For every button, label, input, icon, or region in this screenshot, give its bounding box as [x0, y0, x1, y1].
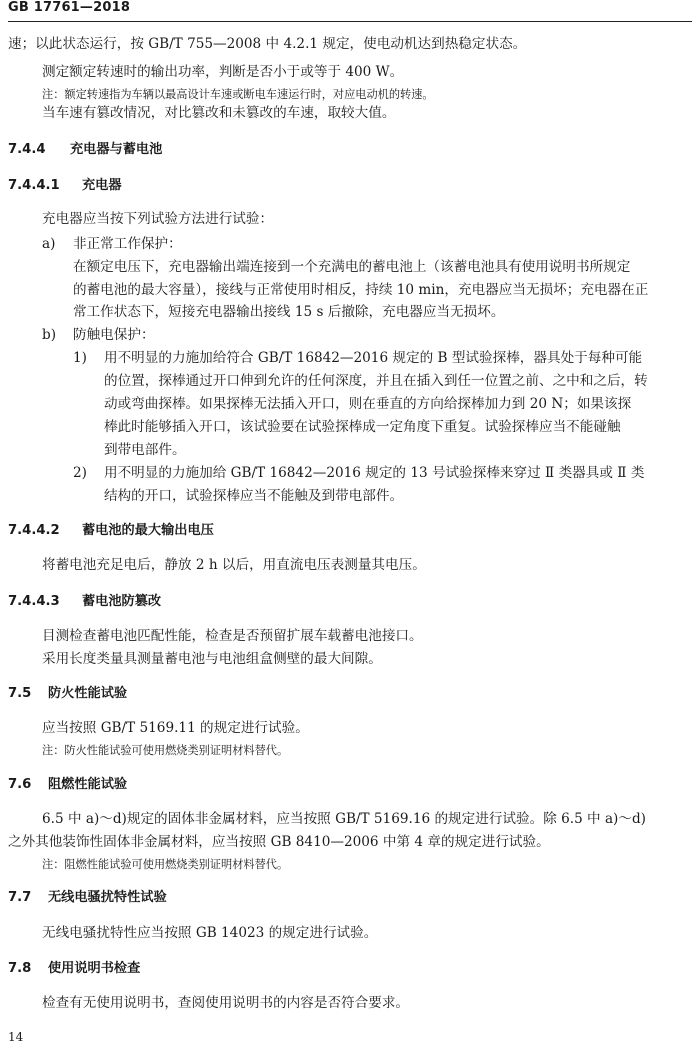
heading-title: 防火性能试验 — [48, 686, 128, 701]
heading-title: 充电器与蓄电池 — [70, 142, 163, 157]
heading-number: 7.6 — [8, 777, 32, 792]
heading-title: 充电器 — [82, 178, 122, 193]
body-line: 之外其他装饰性固体非金属材料，应当按照 GB 8410—2006 中第 4 章的规定进行试验。 — [8, 834, 550, 850]
standard-header: GB 17761—2018 — [8, 0, 131, 15]
body-line: 应当按照 GB/T 5169.11 的规定进行试验。 — [42, 720, 309, 736]
body-line: 动或弯曲探棒。如果探棒无法插入开口，则在垂直的方向给探棒加力到 20 N；如果该探 — [104, 396, 632, 412]
heading-number: 7.4.4.1 — [8, 178, 60, 193]
body-line: 到带电部件。 — [104, 442, 186, 458]
heading-number: 7.4.4.3 — [8, 594, 60, 609]
body-line: 目测检查蓄电池匹配性能，检查是否预留扩展车载蓄电池接口。 — [42, 628, 423, 644]
heading-title: 无线电骚扰特性试验 — [48, 890, 167, 905]
body-line: 棒此时能够插入开口，该试验要在试验探棒成一定角度下重复。试验探棒应当不能碰触 — [104, 419, 621, 435]
section-heading-7-6 — [8, 776, 127, 794]
note-line: 注：防火性能试验可使用燃烧类别证明材料替代。 — [42, 744, 289, 757]
heading-number: 7.4.4.2 — [8, 523, 60, 538]
list-item-a-label: a) — [42, 236, 56, 252]
heading-number: 7.5 — [8, 686, 32, 701]
section-heading-7-8 — [8, 960, 140, 978]
body-line: 速；以此状态运行，按 GB/T 755—2008 中 4.2.1 规定，使电动机达到热稳定状态。 — [8, 36, 527, 52]
section-heading-7-7 — [8, 889, 167, 907]
body-line: 结构的开口，试验探棒应当不能触及到带电部件。 — [104, 488, 404, 504]
section-heading-7-4-4 — [8, 141, 162, 159]
sublist-item-1-label: 1) — [73, 350, 87, 366]
body-line: 充电器应当按下列试验方法进行试验： — [42, 211, 274, 227]
list-item-b-label: b) — [42, 327, 57, 343]
body-line: 在额定电压下，充电器输出端连接到一个充满电的蓄电池上（该蓄电池具有使用说明书所规定 — [73, 259, 631, 275]
body-line: 的蓄电池的最大容量），接线与正常使用时相反，持续 10 min，充电器应当无损坏；充电器在正 — [73, 282, 649, 298]
body-line: 将蓄电池充足电后，静放 2 h 以后，用直流电压表测量其电压。 — [42, 557, 426, 573]
heading-number: 7.8 — [8, 961, 32, 976]
header-rule — [8, 21, 692, 22]
section-heading-7-4-4-1 — [8, 177, 122, 195]
body-line: 用不明显的力施加给 GB/T 16842—2016 规定的 13 号试验探棒来穿过 Ⅱ 类器具或 Ⅱ 类 — [104, 465, 645, 481]
body-line: 采用长度类量具测量蓄电池与电池组盒侧壁的最大间隙。 — [42, 651, 382, 667]
section-heading-7-4-4-2 — [8, 522, 214, 540]
body-line: 当车速有篡改情况，对比篡改和未篡改的车速，取较大值。 — [42, 105, 396, 121]
section-heading-7-4-4-3 — [8, 593, 161, 611]
body-line: 的位置，探棒通过开口伸到允许的任何深度，并且在插入到任一位置之前、之中和之后，转 — [104, 373, 648, 389]
section-heading-7-5 — [8, 685, 127, 703]
list-item-b-text: 防触电保护： — [73, 327, 155, 343]
body-line: 6.5 中 a)～d)规定的固体非金属材料，应当按照 GB/T 5169.16 的规定进行试验。除 6.5 中 a)～d) — [42, 811, 646, 827]
heading-number: 7.4.4 — [8, 142, 46, 157]
note-line: 注：阻燃性能试验可使用燃烧类别证明材料替代。 — [42, 858, 289, 871]
body-line: 用不明显的力施加给符合 GB/T 16842—2016 规定的 B 型试验探棒，器具处于每种可能 — [104, 350, 643, 366]
note-line: 注：额定转速指为车辆以最高设计车速或断电车速运行时，对应电动机的转速。 — [42, 88, 434, 101]
body-line: 无线电骚扰特性应当按照 GB 14023 的规定进行试验。 — [42, 925, 378, 941]
body-line: 常工作状态下，短接充电器输出接线 15 s 后撤除，充电器应当无损坏。 — [73, 304, 505, 320]
body-line: 测定额定转速时的输出功率，判断是否小于或等于 400 W。 — [42, 64, 404, 80]
heading-title: 使用说明书检查 — [48, 961, 141, 976]
list-item-a-text: 非正常工作保护： — [73, 236, 182, 252]
heading-title: 阻燃性能试验 — [48, 777, 128, 792]
page-number: 14 — [8, 1030, 24, 1044]
body-line: 检查有无使用说明书，查阅使用说明书的内容是否符合要求。 — [42, 995, 410, 1011]
sublist-item-2-label: 2) — [73, 465, 87, 481]
heading-title: 蓄电池防篡改 — [82, 594, 162, 609]
heading-number: 7.7 — [8, 890, 32, 905]
heading-title: 蓄电池的最大输出电压 — [82, 523, 214, 538]
